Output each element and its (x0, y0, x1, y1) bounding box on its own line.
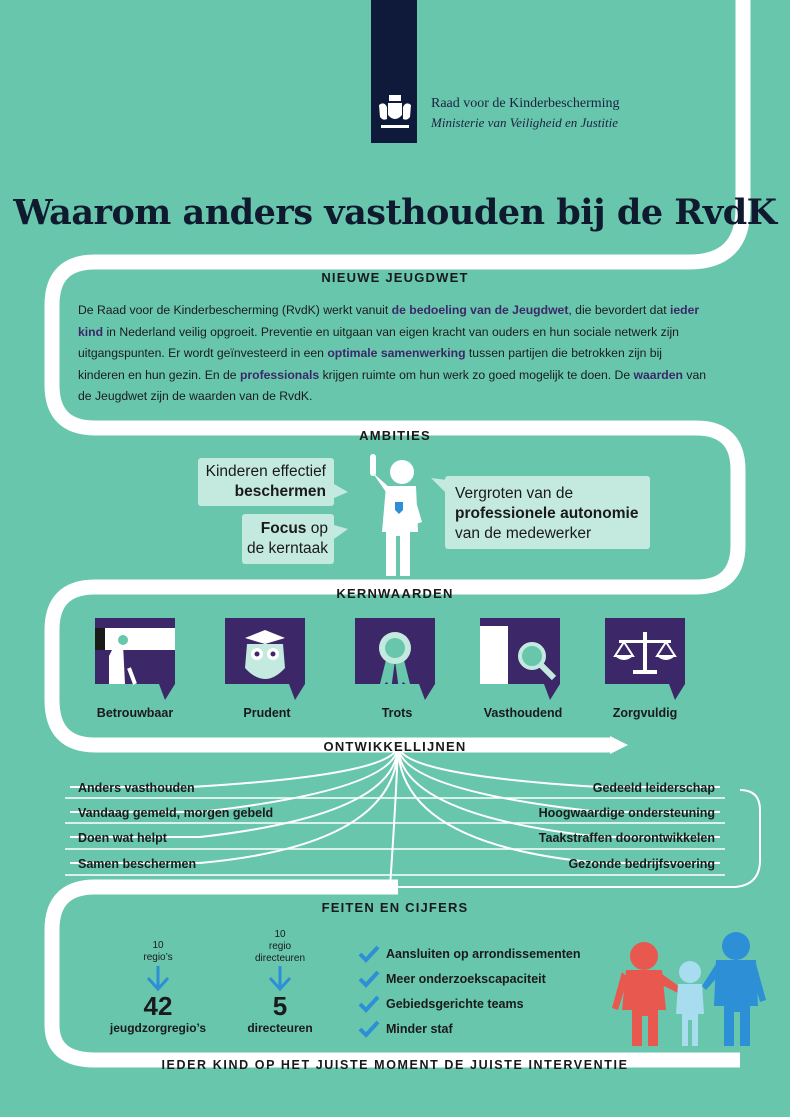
footer-slogan: IEDER KIND OP HET JUISTE MOMENT DE JUISTE INTERVENTIE (161, 1058, 629, 1072)
stat1-from-label: regio’s (143, 952, 173, 963)
ontwikkellijn-left: Doen wat helpt (78, 831, 167, 845)
professional-figure-icon (362, 452, 432, 578)
ambition-autonomy-line2: professionele autonomie (455, 505, 639, 522)
intro-highlight: de bedoeling van de Jeugdwet (391, 303, 569, 317)
ambition-focus-rest: op (306, 520, 328, 537)
ontwikkellijn-left: Vandaag gemeld, morgen gebeld (78, 806, 274, 820)
owl-icon (225, 618, 305, 700)
fact-item: Gebiedsgerichte teams (386, 997, 524, 1011)
kernwaarde-label: Prudent (243, 706, 291, 720)
intro-run: in Nederland veilig opgroeit. Preventie en uitgaan van eigen kracht van ouders en hun sociale netwerk zijn uitgangspunten. Er wordt geïnvesteerd in een (78, 324, 679, 360)
org-name: Raad voor de Kinderbescherming (431, 96, 620, 111)
fact-item: Meer onderzoekscapaciteit (386, 972, 546, 986)
bubble-tail-icon (334, 484, 348, 498)
check-icon (358, 995, 380, 1013)
ambition-protect-line2: beschermen (234, 483, 326, 500)
intro-run: van de Jeugdwet zijn de waarden van de RvdK. (78, 367, 707, 403)
kernwaarde-label: Vasthoudend (483, 706, 563, 720)
section-label-ontwikkellijnen: ONTWIKKELLIJNEN (323, 739, 467, 754)
road-strand (390, 745, 398, 887)
ambition-bubble-focus (242, 514, 334, 564)
intro-highlight: optimale samenwerking (327, 346, 466, 360)
intro-highlight: professionals (239, 367, 320, 382)
ontwikkellijn-left: Anders vasthouden (78, 781, 195, 795)
intro-highlight: ieder kind (78, 303, 700, 339)
section-label-kernwaarden: KERNWAARDEN (336, 586, 454, 601)
check-icon (358, 970, 380, 988)
stat2-caption: directeuren (247, 1021, 313, 1035)
bubble-tail-icon (431, 478, 447, 494)
ambition-focus-bold: Focus (260, 520, 307, 537)
section-label-feiten: FEITEN EN CIJFERS (321, 900, 469, 915)
stat2-from-label: directeuren (254, 953, 306, 964)
magnifier-icon (480, 618, 560, 700)
arrow-down-icon (268, 966, 292, 992)
fact-item: Aansluiten op arrondissementen (386, 947, 581, 961)
ontwikkellijn-left: Samen beschermen (78, 857, 197, 871)
rosette-icon (355, 618, 435, 700)
ambition-focus-line2: de kerntaak (247, 540, 328, 557)
stat1-from-num: 10 (152, 940, 164, 951)
scales-icon (605, 618, 685, 700)
section-label-ambities: AMBITIES (359, 428, 431, 443)
bubble-tail-icon (334, 525, 348, 539)
page-title: Waarom anders vasthouden bij de RvdK (13, 192, 777, 233)
ambition-bubble-protect (198, 458, 334, 506)
handshake-icon (95, 618, 175, 700)
ontwikkellijn-right: Hoogwaardige ondersteuning (538, 806, 715, 820)
family-figures-icon (608, 930, 783, 1048)
ontwikkellijn-right: Gedeeld leiderschap (592, 781, 715, 795)
kernwaarde-label: Zorgvuldig (612, 706, 678, 720)
ambition-autonomy-line1: Vergroten van de (455, 485, 574, 502)
stat1-caption: jeugdzorgregio’s (109, 1021, 207, 1035)
arrow-down-icon (146, 966, 170, 992)
ambition-protect-line1: Kinderen effectief (205, 463, 326, 480)
intro-highlight: waarden (633, 367, 683, 382)
crest-icon (375, 91, 415, 133)
ambition-autonomy-line3: van de medewerker (455, 525, 592, 542)
section-label-jeugdwet: NIEUWE JEUGDWET (321, 270, 469, 285)
intro-run: , die bevordert dat (568, 303, 671, 317)
stat2-number: 5 (272, 991, 288, 1021)
fact-item: Minder staf (386, 1022, 453, 1036)
org-subtitle: Ministerie van Veiligheid en Justitie (431, 115, 619, 130)
stat1-number: 42 (143, 991, 173, 1021)
intro-run: krijgen ruimte om hun werk zo goed mogelijk te doen. De (319, 367, 634, 382)
intro-run: tussen partijen die betrokken zijn bij kinderen en hun gezin. En de (78, 346, 662, 382)
ontwikkellijn-right: Taakstraffen doorontwikkelen (538, 831, 715, 845)
stat2-from-label: regio (268, 941, 292, 952)
kernwaarde-label: Betrouwbaar (96, 706, 174, 720)
ambition-bubble-autonomy (445, 476, 650, 549)
check-icon (358, 1020, 380, 1038)
intro-run: De Raad voor de Kinderbescherming (RvdK) werkt vanuit (78, 303, 392, 317)
kernwaarde-label: Trots (381, 706, 413, 720)
ontwikkellijn-right: Gezonde bedrijfsvoering (568, 857, 715, 871)
check-icon (358, 945, 380, 963)
intro-text (78, 300, 710, 408)
stat2-from-num: 10 (274, 929, 286, 940)
